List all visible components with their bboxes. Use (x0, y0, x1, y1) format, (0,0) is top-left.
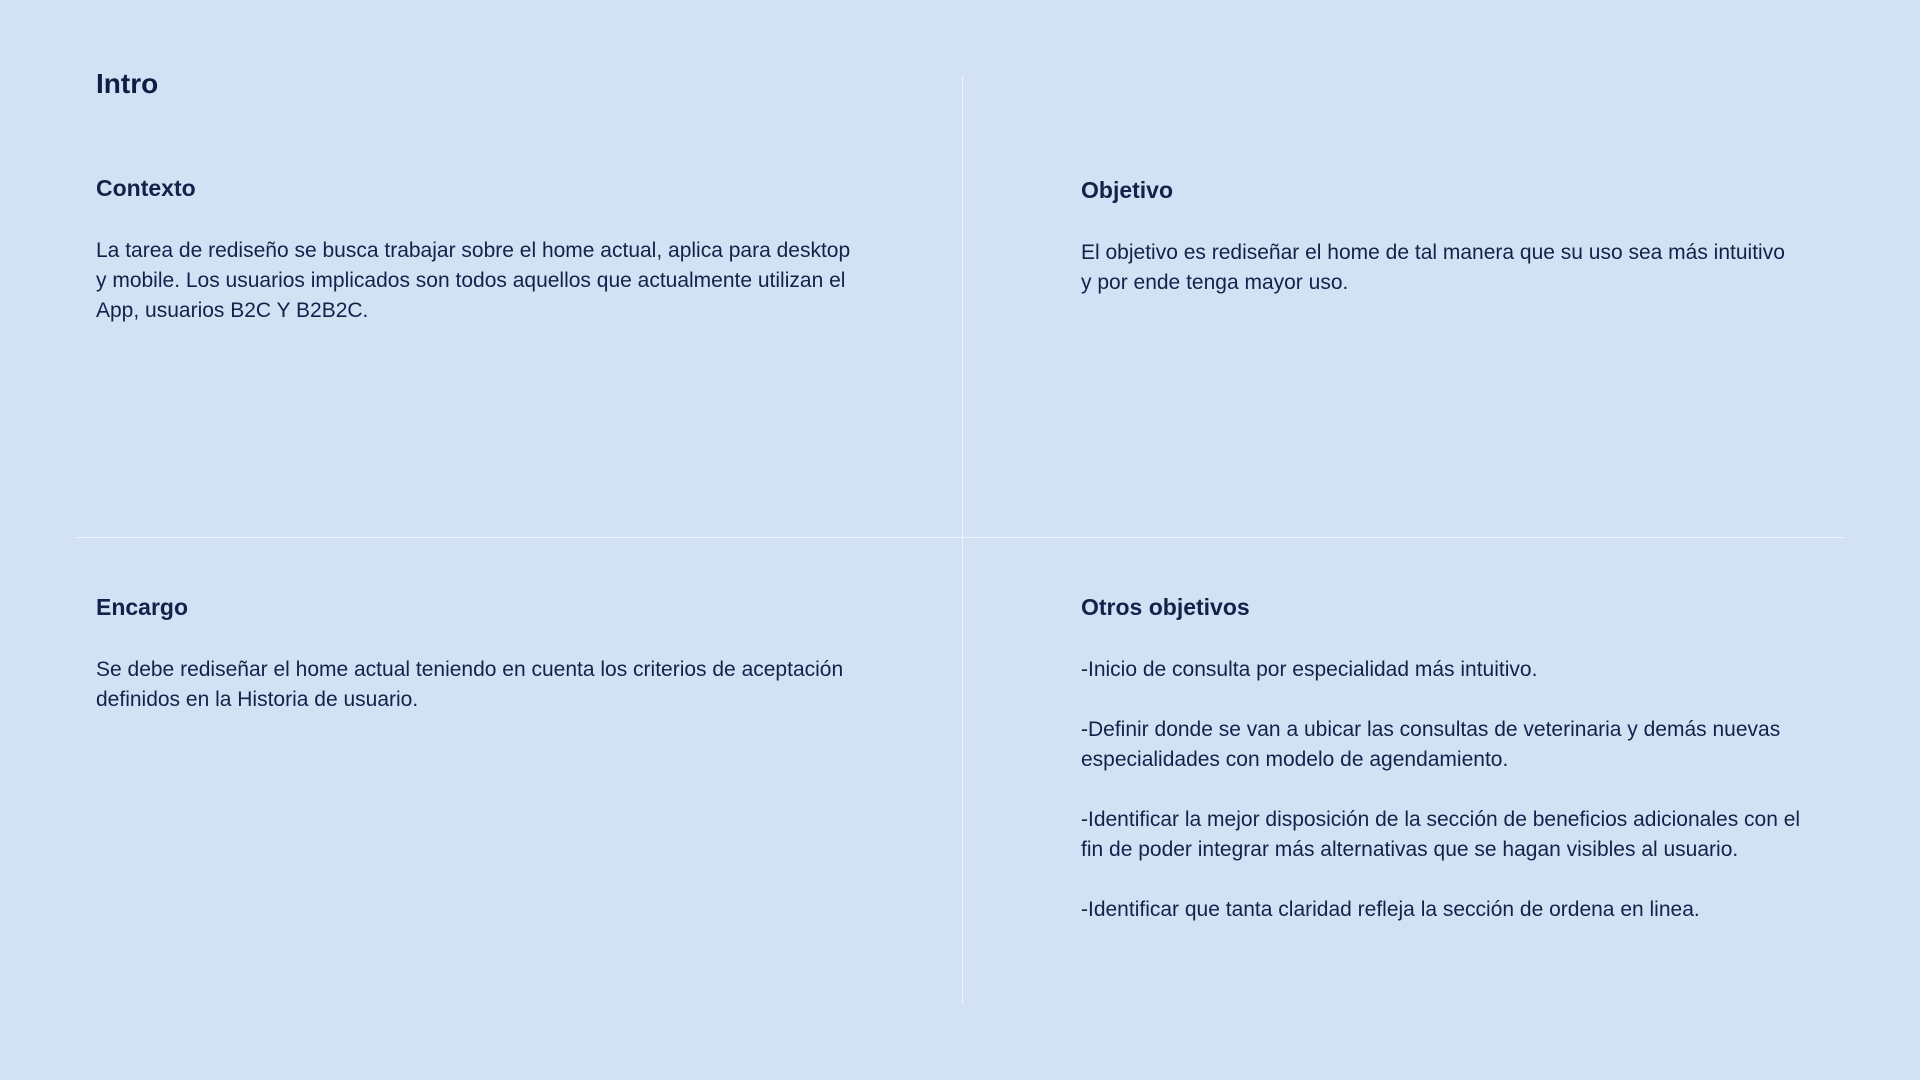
list-item: -Identificar que tanta claridad refleja la sección de ordena en linea. (1081, 898, 1700, 921)
vertical-divider (962, 76, 963, 1004)
section-heading-objetivo: Objetivo (1081, 177, 1174, 203)
horizontal-divider (76, 537, 1844, 538)
paragraph: Se debe rediseñar el home actual teniendo en cuenta los criterios de aceptación definidos en la Historia de usuario. (96, 658, 844, 711)
page-title: Intro (96, 68, 159, 99)
section-objetivo (1081, 175, 1801, 298)
section-body-otros-objetivos (1081, 655, 1821, 925)
section-otros-objetivos (1081, 592, 1821, 925)
section-body-objetivo (1081, 238, 1801, 298)
list-item: -Identificar la mejor disposición de la sección de beneficios adicionales con el fin de poder integrar más alternativas que se hagan visibles al usuario. (1081, 808, 1801, 861)
section-heading-encargo: Encargo (96, 594, 189, 620)
section-body-encargo (96, 655, 856, 715)
section-heading-otros-objetivos: Otros objetivos (1081, 594, 1250, 620)
section-encargo (96, 592, 856, 715)
paragraph: El objetivo es rediseñar el home de tal manera que su uso sea más intuitivo y por ende tenga mayor uso. (1081, 241, 1785, 294)
section-heading-contexto: Contexto (96, 175, 196, 201)
paragraph: La tarea de rediseño se busca trabajar sobre el home actual, aplica para desktop y mobile. Los usuarios implicados son todos aquellos que actualmente utilizan el App, usuarios B2C Y B2B2C. (96, 239, 851, 322)
section-body-contexto (96, 236, 856, 326)
list-item: -Inicio de consulta por especialidad más intuitivo. (1081, 658, 1538, 681)
list-item: -Definir donde se van a ubicar las consultas de veterinaria y demás nuevas especialidades con modelo de agendamiento. (1081, 718, 1781, 771)
section-contexto (96, 173, 856, 326)
